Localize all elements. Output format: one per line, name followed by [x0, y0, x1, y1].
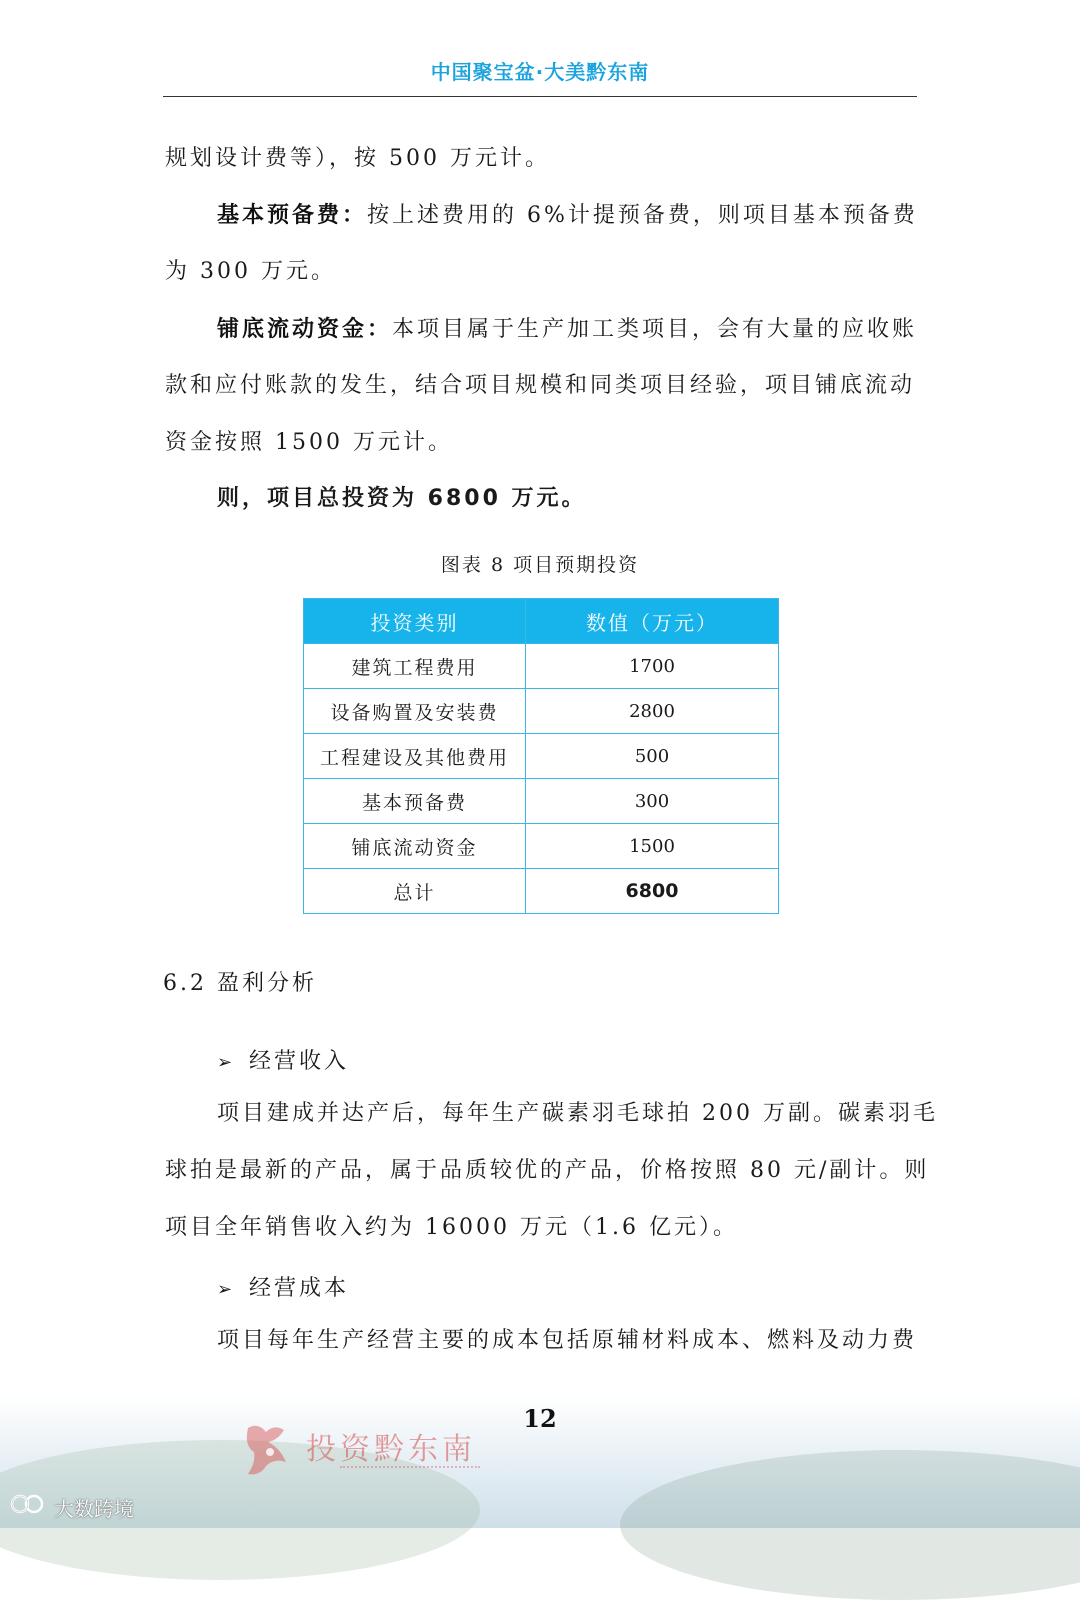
revenue-line1: 项目建成并达产后，每年生产碳素羽毛球拍 200 万副。碳素羽毛: [217, 1101, 938, 1126]
row-category: 铺底流动资金: [304, 824, 526, 869]
working-capital-text: 本项目属于生产加工类项目，会有大量的应收账: [392, 317, 918, 342]
arrow-bullet-icon: ➢: [217, 1052, 236, 1073]
footer-logo-subline: [340, 1466, 480, 1472]
revenue-line2: 球拍是最新的产品，属于品质较优的产品，价格按照 80 元/副计。则: [165, 1158, 930, 1183]
row-category: 设备购置及安装费: [304, 689, 526, 734]
table-header-row: [304, 599, 779, 644]
paragraph-reserve-fee-cont: 为 300 万元。: [165, 259, 336, 284]
row-category: 工程建设及其他费用: [304, 734, 526, 779]
watermark-logo-icon: [10, 1492, 50, 1516]
bullet-revenue: [217, 1044, 349, 1075]
table-row: [304, 779, 779, 824]
paragraph-working-capital-line3: 资金按照 1500 万元计。: [165, 430, 453, 455]
paragraph-total-investment: 则，项目总投资为 6800 万元。: [217, 486, 587, 511]
cost-heading: 经营成本: [249, 1276, 350, 1301]
working-capital-lead: 铺底流动资金：: [217, 317, 393, 342]
row-value: 2800: [526, 689, 779, 734]
footer-logo-text: 投资黔东南: [306, 1432, 476, 1467]
cost-line1: 项目每年生产经营主要的成本包括原辅材料成本、燃料及动力费: [217, 1328, 918, 1353]
row-value: 500: [526, 734, 779, 779]
paragraph-working-capital: [217, 316, 917, 344]
row-category: 总计: [304, 869, 526, 914]
logo-brush-icon: [240, 1418, 296, 1480]
page-number: 12: [523, 1404, 557, 1433]
section-title: 6.2 盈利分析: [163, 971, 317, 996]
paragraph-design-fee-end: 规划设计费等），按 500 万元计。: [165, 146, 550, 171]
row-value: 300: [526, 779, 779, 824]
table-row: [304, 644, 779, 689]
bullet-cost: [217, 1271, 349, 1302]
revenue-line3: 项目全年销售收入约为 16000 万元（1.6 亿元）。: [165, 1215, 738, 1240]
reserve-fee-lead: 基本预备费：: [217, 203, 368, 228]
paragraph-reserve-fee: [217, 202, 917, 230]
paragraph-working-capital-line2: 款和应付账款的发生，结合项目规模和同类项目经验，项目铺底流动: [165, 373, 916, 398]
arrow-bullet-icon: ➢: [217, 1279, 236, 1300]
row-category: 基本预备费: [304, 779, 526, 824]
table-row: [304, 689, 779, 734]
row-value: 1700: [526, 644, 779, 689]
header-category: 投资类别: [304, 599, 526, 644]
row-category: 建筑工程费用: [304, 644, 526, 689]
investment-table: [303, 598, 779, 914]
table-row: [304, 734, 779, 779]
table-row-total: [304, 869, 779, 914]
header-divider: [163, 96, 917, 97]
row-value: 1500: [526, 824, 779, 869]
row-value-total: 6800: [526, 869, 779, 914]
revenue-heading: 经营收入: [249, 1049, 350, 1074]
reserve-fee-text: 按上述费用的 6%计提预备费，则项目基本预备费: [367, 203, 918, 228]
header-value: 数值（万元）: [526, 599, 779, 644]
watermark-text: 大数跨境: [54, 1497, 134, 1521]
header-title: 中国聚宝盆·大美黔东南: [430, 60, 650, 84]
table-row: [304, 824, 779, 869]
table-caption: 图表 8 项目预期投资: [440, 554, 640, 576]
